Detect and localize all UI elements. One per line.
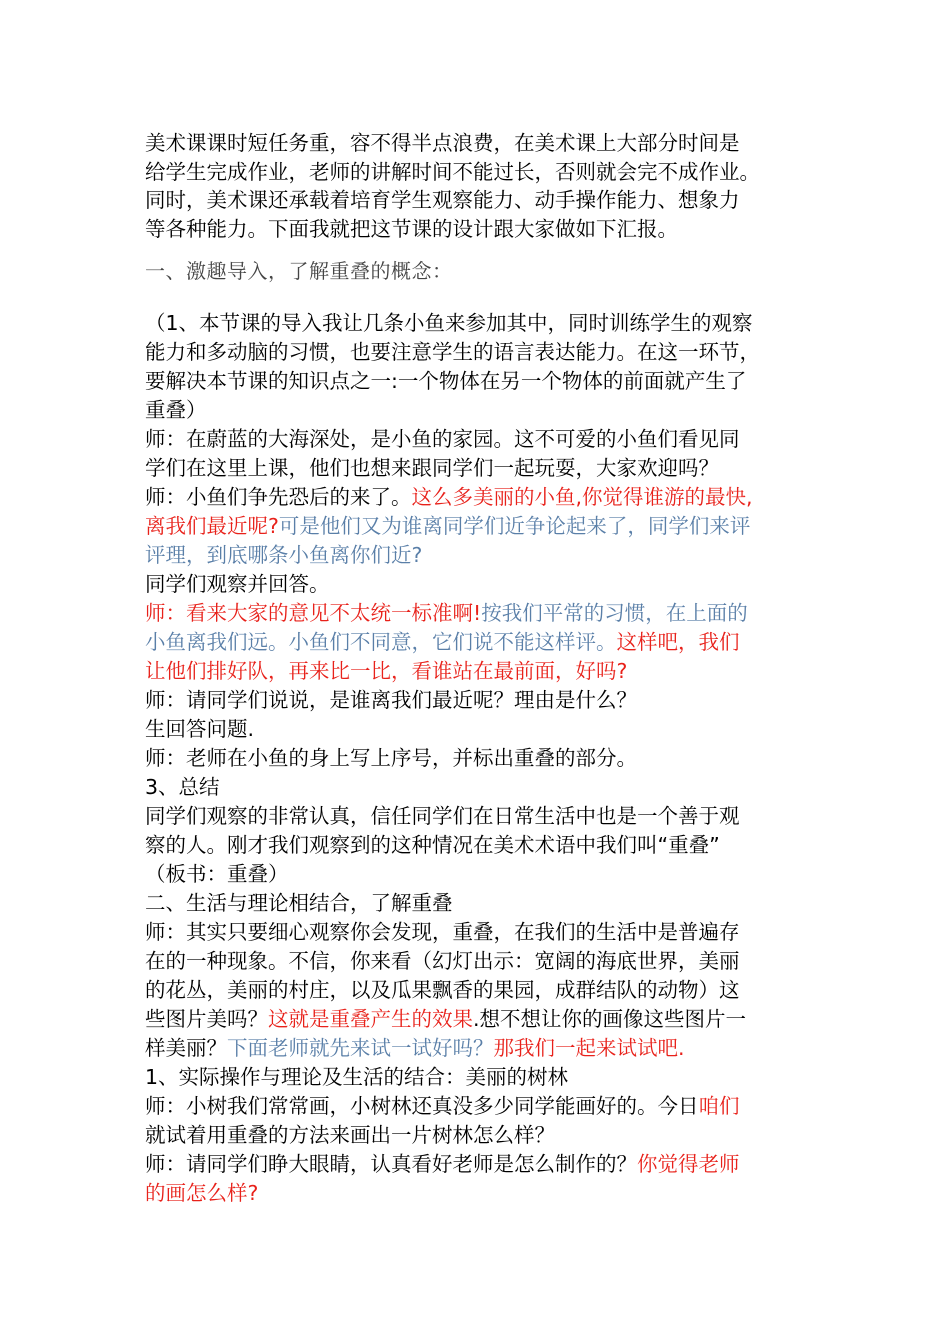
highlight-blue-text: 评理，到底哪条小鱼离你们近?: [145, 543, 423, 567]
body-line: [145, 512, 815, 541]
body-line: 能力和多动脑的习惯，也要注意学生的语言表达能力。在这一环节，: [145, 340, 760, 364]
body-line: 师：在蔚蓝的大海深处，是小鱼的家园。这不可爱的小鱼们看见同: [145, 427, 740, 451]
highlight-red-text: 你觉得老师: [637, 1152, 740, 1176]
intro-line: 同时，美术课还承载着培育学生观察能力、动手操作能力、想象力: [145, 188, 740, 212]
highlight-red-text: 看来大家的意见不太统一标准啊!: [186, 601, 482, 625]
highlight-red-text: 的画怎么样?: [145, 1181, 259, 1205]
highlight-blue-text: 可是他们又为谁离同学们近争论起来了，同学们来评: [278, 514, 751, 538]
highlight-blue-text: 下面老师就先来试一试好吗？: [227, 1036, 494, 1060]
body-line: 1、实际操作与理论及生活的结合：美丽的树林: [145, 1065, 569, 1089]
body-line: 同学们观察并回答。: [145, 572, 330, 596]
body-line: [145, 1092, 815, 1121]
body-line: [145, 1005, 815, 1034]
text-run: 师：小树我们常常画，小树林还真没多少同学能画好的。今日: [145, 1094, 699, 1118]
intro-line: 给学生完成作业，老师的讲解时间不能过长，否则就会完不成作业。: [145, 159, 760, 184]
body-line: [145, 1150, 815, 1179]
body-line: 察的人。刚才我们观察到的这种情况在美术术语中我们叫“重叠”: [145, 833, 720, 857]
body-line: 3、总结: [145, 775, 220, 799]
text-run: 些图片美吗？: [145, 1007, 268, 1031]
body-line: 就试着用重叠的方法来画出一片树林怎么样？: [145, 1123, 555, 1147]
body-line: （1、本节课的导入我让几条小鱼来参加其中，同时训练学生的观察: [145, 311, 753, 335]
body-line: 师：老师在小鱼的身上写上序号，并标出重叠的部分。: [145, 746, 637, 770]
highlight-red-text: 这样吧，我们: [616, 630, 740, 654]
body-line: 要解决本节课的知识点之一:一个物体在另一个物体的前面就产生了: [145, 369, 747, 393]
body-line: 在的一种现象。不信，你来看（幻灯出示：宽阔的海底世界，美丽: [145, 949, 740, 973]
highlight-red-text: 师：: [145, 601, 186, 625]
body-line: 师：请同学们说说，是谁离我们最近呢？理由是什么？: [145, 688, 637, 712]
highlight-blue-text: 小鱼离我们远。小鱼们不同意，它们说不能这样评。: [145, 630, 617, 654]
body-line: 学们在这里上课，他们也想来跟同学们一起玩耍，大家欢迎吗？: [145, 456, 719, 480]
body-line: 同学们观察的非常认真，信任同学们在日常生活中也是一个善于观: [145, 804, 740, 828]
body-line: [145, 628, 815, 657]
highlight-red-text: 离我们最近呢?: [145, 514, 279, 538]
body-line: （板书：重叠）: [145, 862, 289, 886]
highlight-blue-text: 按我们平常的习惯，在上面的: [481, 601, 748, 625]
body-line: [145, 1179, 815, 1208]
lesson-body: [145, 309, 815, 1208]
text-run: 样美丽？: [145, 1036, 227, 1060]
text-run: 师：小鱼们争先恐后的来了。: [145, 485, 412, 509]
section-heading-text: 一、激趣导入，了解重叠的概念：: [145, 259, 453, 283]
body-line: 二、生活与理论相结合，了解重叠: [145, 891, 453, 915]
body-line: 重叠）: [145, 398, 207, 422]
highlight-red-text: 让他们排好队，再来比一比，看谁站在最前面，好吗?: [145, 659, 628, 683]
intro-line: 等各种能力。下面我就把这节课的设计跟大家做如下汇报。: [145, 216, 678, 241]
body-line: 的花丛，美丽的村庄，以及瓜果飘香的果园，成群结队的动物）这: [145, 978, 740, 1002]
body-line: [145, 1034, 815, 1063]
highlight-red-text: 咱们: [698, 1094, 740, 1118]
highlight-red-text: 这么多美丽的小鱼,你觉得谁游的最快,: [411, 485, 753, 509]
body-line: 生回答问题.: [145, 717, 255, 741]
highlight-red-text: 那我们一起来试试吧.: [493, 1036, 685, 1060]
body-line: [145, 657, 815, 686]
body-line: [145, 599, 815, 628]
highlight-red-text: 这就是重叠产生的效果: [268, 1007, 473, 1031]
text-run: .想不想让你的画像这些图片一: [473, 1007, 747, 1031]
intro-paragraph: [145, 129, 815, 243]
body-line: [145, 541, 815, 570]
text-run: 师：请同学们睁大眼睛，认真看好老师是怎么制作的？: [145, 1152, 637, 1176]
intro-line: 美术课课时短任务重，容不得半点浪费，在美术课上大部分时间是: [145, 131, 740, 155]
section-heading-1: [145, 257, 815, 286]
body-line: [145, 483, 815, 512]
body-line: 师：其实只要细心观察你会发现，重叠，在我们的生活中是普遍存: [145, 920, 740, 944]
